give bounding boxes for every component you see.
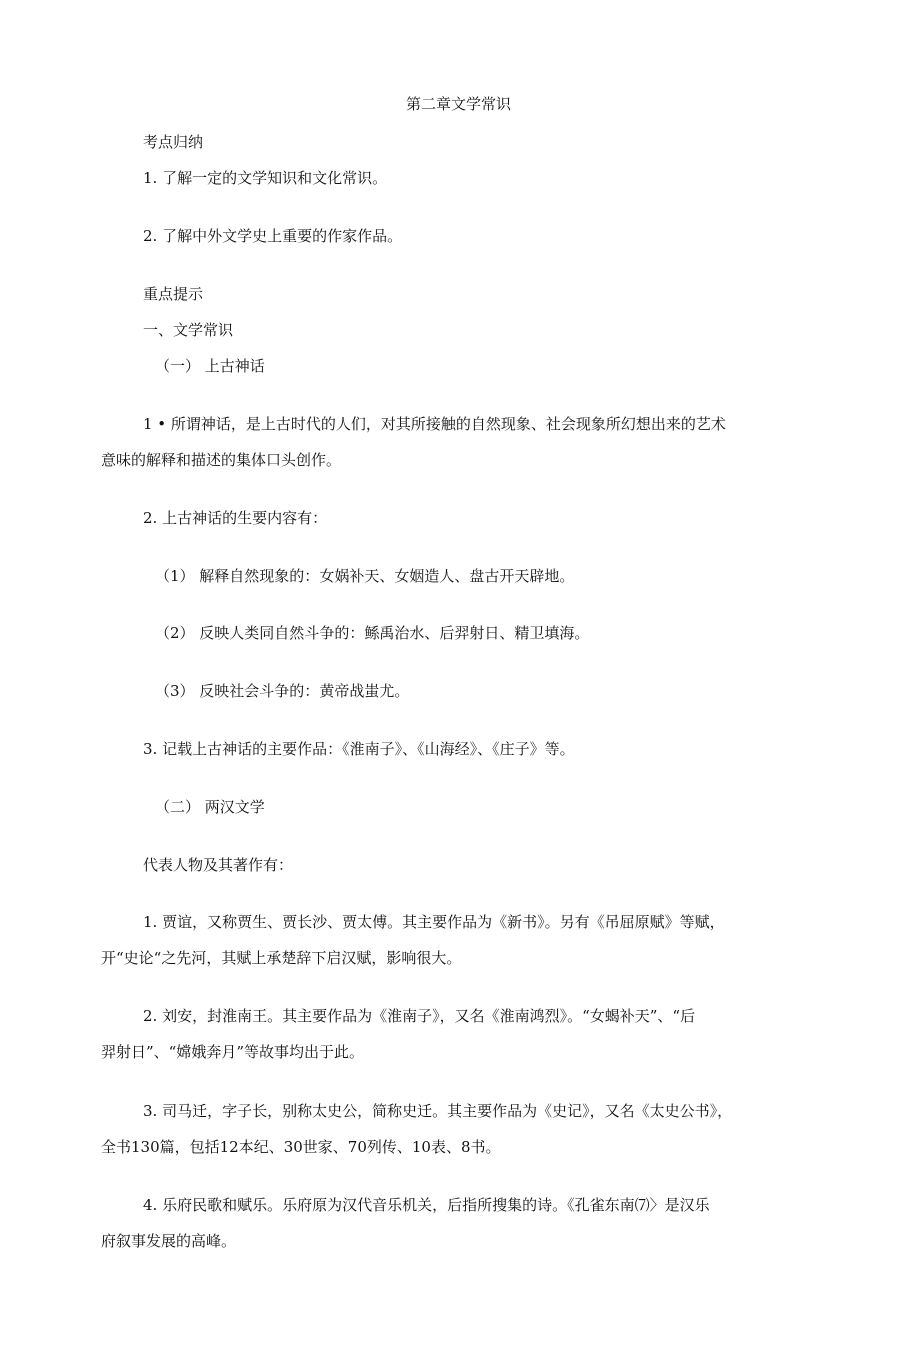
kaodian-heading: 考点归纳 [143,133,204,151]
subsection-heading-myth: （一） 上古神话 [155,357,265,375]
kaodian-item-2: 2. 了解中外文学史上重要的作家作品。 [143,227,403,245]
han-item-2-line-1: 2. 刘安，封淮南王。其主要作品为《淮南子》，又名《淮南鸿烈》。“女蝎补天”、“后 [143,1007,696,1025]
myth-definition-line-1: 1 • 所谓神话，是上古时代的人们，对其所接触的自然现象、社会现象所幻想出来的艺术 [143,415,726,433]
zhongdian-heading: 重点提示 [143,285,204,303]
myth-content-item-2: （2） 反映人类同自然斗争的：鲧禹治水、后羿射日、精卫填海。 [155,624,590,642]
myth-content-item-3: （3） 反映社会斗争的：黄帝战蚩尤。 [155,682,410,700]
myth-definition-line-2: 意味的解释和描述的集体口头创作。 [101,451,342,469]
myth-content-heading: 2. 上古神话的生要内容有： [143,509,328,527]
han-item-4-line-1: 4. 乐府民歌和赋乐。乐府原为汉代音乐机关，后指所搜集的诗。《孔雀东南⑺〉是汉乐 [143,1196,710,1214]
subsection-heading-han: （二） 两汉文学 [155,798,265,816]
myth-content-item-1: （1） 解释自然现象的：女娲补天、女姻造人、盘古开天辟地。 [155,567,575,585]
han-item-4-line-2: 府叙事发展的高峰。 [101,1232,237,1250]
han-item-2-line-2: 羿射日”、“嫦娥奔月”等故事均出于此。 [101,1043,365,1061]
han-item-3-line-1: 3. 司马迁，字子长，别称太史公，简称史迁。其主要作品为《史记》，又名《太史公书》， [143,1102,733,1120]
han-item-1-line-2: 开“史论“之先河，其赋上承楚辞下启汉赋，影响很大。 [101,949,462,967]
han-item-1-line-1: 1. 贾谊，又称贾生、贾长沙、贾太傅。其主要作品为《新书》。另有《吊屈原赋》等赋， [143,913,725,931]
han-item-3-line-2: 全书130篇，包括12本纪、30世家、70列传、10表、8书。 [101,1138,501,1156]
representatives-heading: 代表人物及其著作有： [143,856,294,874]
kaodian-item-1: 1. 了解一定的文学知识和文化常识。 [143,169,388,187]
chapter-title: 第二章文学常识 [406,95,512,113]
myth-works: 3. 记载上古神话的主要作品：《淮南子》、《山海经》、《庄子》等。 [143,740,575,758]
section-heading-1: 一、文学常识 [143,321,234,339]
